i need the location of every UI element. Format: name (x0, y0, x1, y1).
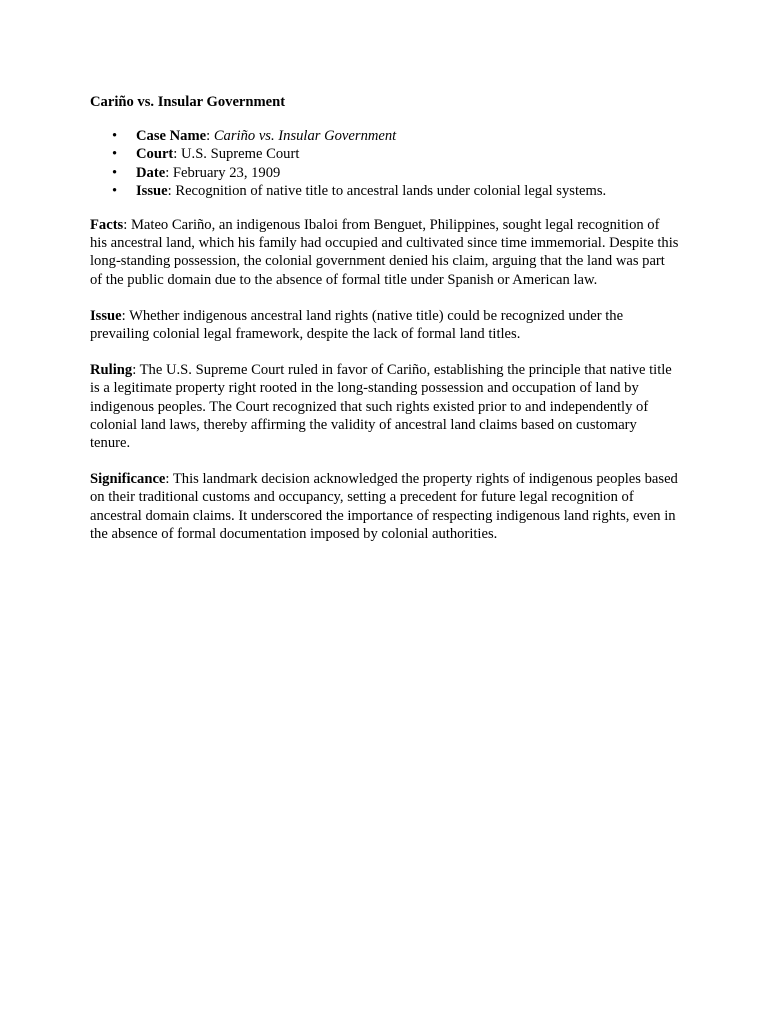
detail-value: Cariño vs. Insular Government (213, 128, 397, 145)
detail-separator: : (206, 128, 214, 145)
detail-value: Recognition of native title to ancestral lands under colonial legal systems. (175, 182, 607, 199)
bullet-icon: • (112, 146, 118, 163)
section-text: This landmark decision acknowledged the property rights of indigenous peoples based on their traditional customs and occupancy, setting a precedent for future legal recognition of ancestral domain claims. It underscored the importance of respecting indigenous land rights, even in the absence of formal documentation imposed by colonial authorities. (90, 471, 678, 542)
detail-separator: : (173, 146, 181, 163)
section-label: Issue (90, 307, 122, 324)
detail-separator: : (167, 182, 176, 199)
detail-label: Court (136, 146, 174, 163)
section-text: Whether indigenous ancestral land rights (native title) could be recognized under the prevailing colonial legal framework, despite the lack of formal land titles. (90, 307, 624, 343)
section-label: Significance (90, 471, 166, 488)
section-label: Ruling (90, 362, 133, 379)
issue-paragraph (90, 307, 680, 343)
section-separator: : (123, 217, 131, 234)
section-text: The U.S. Supreme Court ruled in favor of Cariño, establishing the principle that native title is a legitimate property right rooted in the long-standing possession and occupation of land by indigenous peoples. The Court recognized that such rights existed prior to and independently of colonial land laws, thereby affirming the validity of ancestral land claims based on customary tenure. (90, 362, 672, 452)
ruling-paragraph (90, 361, 680, 452)
detail-separator: : (165, 164, 173, 181)
section-separator: : (165, 471, 173, 488)
detail-label: Case Name (136, 128, 207, 145)
detail-value: U.S. Supreme Court (181, 146, 300, 163)
bullet-icon: • (112, 164, 118, 181)
detail-date (90, 164, 680, 182)
case-details-list (90, 127, 680, 200)
detail-label: Issue (136, 182, 168, 199)
document-page (90, 93, 680, 561)
significance-paragraph (90, 470, 680, 543)
section-separator: : (121, 307, 130, 324)
section-separator: : (132, 362, 140, 379)
detail-issue (90, 182, 680, 200)
bullet-icon: • (112, 128, 118, 145)
document-title: Cariño vs. Insular Government (90, 94, 286, 110)
detail-case-name (90, 127, 680, 145)
detail-court (90, 145, 680, 163)
detail-label: Date (136, 164, 166, 181)
section-text: Mateo Cariño, an indigenous Ibaloi from Benguet, Philippines, sought legal recognition of his ancestral land, which his family had occupied and cultivated since time immemorial. Despite this long-standing possession, the colonial government denied his claim, arguing that the land was part of the public domain due to the absence of formal title under Spanish or American law. (90, 217, 679, 288)
bullet-icon: • (112, 182, 118, 199)
facts-paragraph (90, 216, 680, 289)
section-label: Facts (90, 217, 124, 234)
detail-value: February 23, 1909 (172, 164, 281, 181)
